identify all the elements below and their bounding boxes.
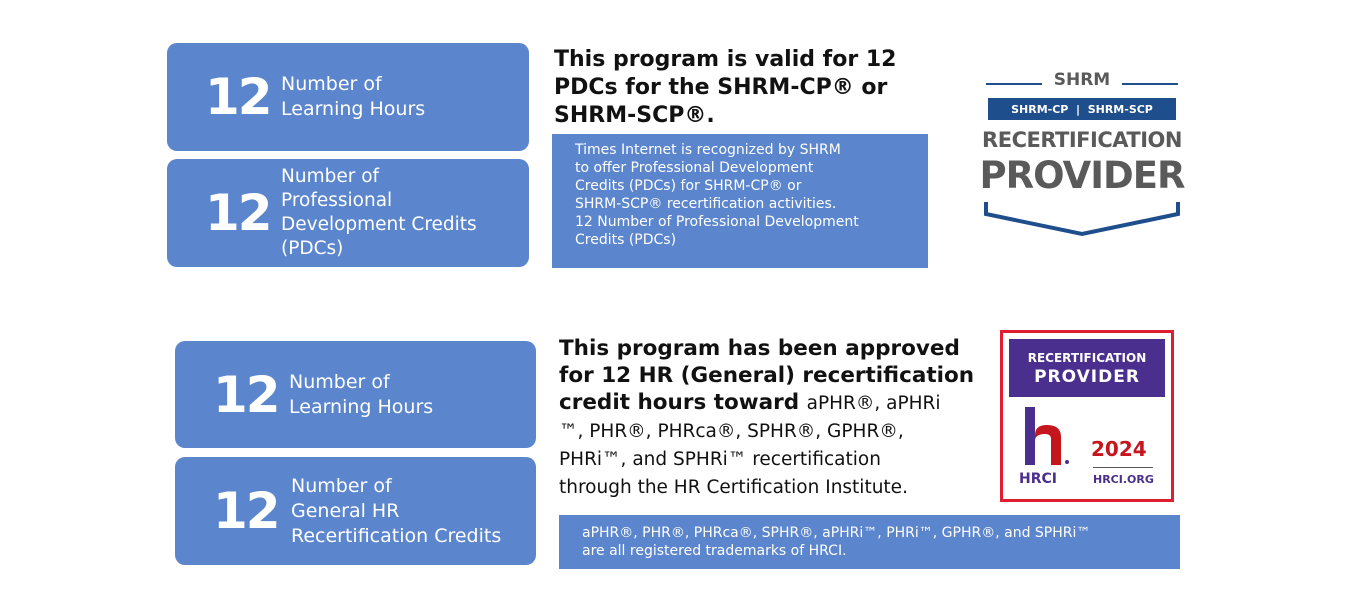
hrci-badge-year: 2024 [1091,437,1147,461]
shrm-title-rule-right [1122,83,1178,85]
general-hr-credits-label: Number of General HR Recertification Credits [291,474,502,547]
general-hr-credits-card [175,457,536,565]
pdc-number: 12 [205,184,271,242]
pdc-label: Number of Professional Development Credits (PDCs) [281,166,477,259]
shrm-badge-provider: PROVIDER [979,154,1185,197]
shrm-badge-recertification: RECERTIFICATION [982,128,1182,152]
hrci-badge-url: HRCI.ORG [1093,473,1154,486]
hrci-badge-provider: PROVIDER [1034,367,1140,387]
learning-hours-number: 12 [205,68,271,126]
hrci-badge-recertification: RECERTIFICATION [1027,351,1147,365]
hrci-recertification-badge [1000,330,1174,502]
learning-hours-card-2 [175,341,536,448]
shrm-note: Times Internet is recognized by SHRM to offer Professional Development Credits (PDCs) for SHRM-CP® or SHRM-SCP® recertification activities. 12 Number of Professional Development Credits (PDCs) [552,134,928,268]
shrm-badge-title: SHRM [1053,70,1111,90]
shrm-chevron-icon [968,200,1196,240]
hrci-heading-bold: This program has been approved for 12 HR (General) recertification credit hours toward [559,336,975,415]
shrm-heading: This program is valid for 12 PDCs for the SHRM-CP® or SHRM-SCP®. [554,47,897,128]
learning-hours-number-2: 12 [213,365,279,424]
hrci-trademark-note: aPHR®, PHR®, PHRca®, SPHR®, aPHRi™, PHRi™, GPHR®, and SPHRi™ are all registered trademarks of HRCI. [559,515,1180,569]
shrm-credential-bar: SHRM-CP | SHRM-SCP [988,98,1176,120]
pdc-card [167,159,529,267]
hrci-badge-header [1009,339,1165,397]
shrm-recertification-badge [968,66,1196,244]
hrci-heading-credentials: aPHR®, aPHRi ™, PHR®, PHRca®, SPHR®, GPHR®, PHRi™, and SPHRi™ recertification through the HR Certification Institute. [559,393,941,498]
hrci-badge-rule [1093,467,1153,468]
general-hr-credits-number: 12 [213,482,279,540]
learning-hours-label: Number of Learning Hours [281,73,426,120]
hrci-logo-icon [1021,407,1071,467]
learning-hours-card-1 [167,43,529,151]
hrci-badge-name: HRCI [1019,471,1057,487]
learning-hours-label-2: Number of Learning Hours [289,370,434,418]
hrci-heading [559,335,989,501]
